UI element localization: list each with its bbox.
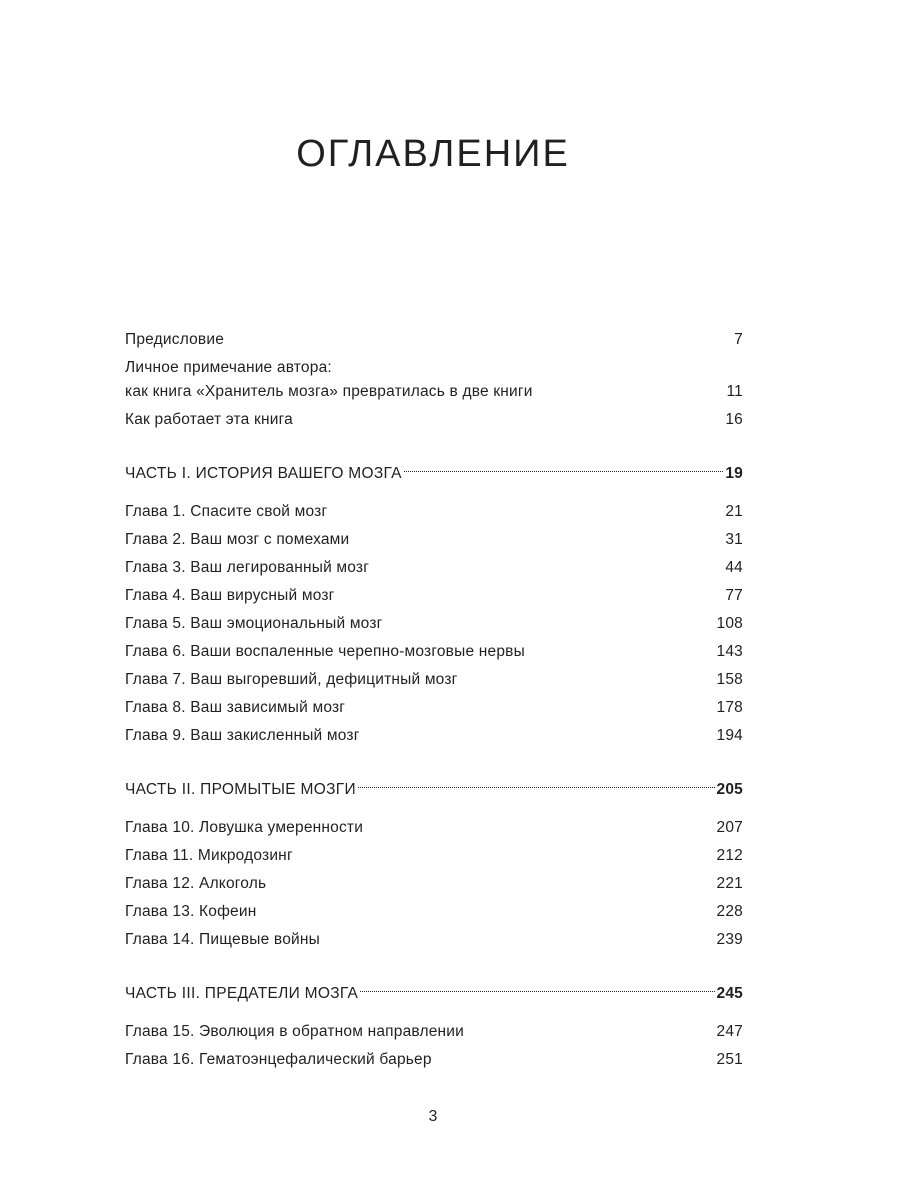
toc-chapter-10[interactable] [125,814,743,842]
toc-entry-preface[interactable] [125,326,743,354]
chapter-title: Глава 1. Спасите свой мозг [125,503,328,520]
chapter-title: Глава 14. Пищевые войны [125,931,320,948]
toc-part-title: ЧАСТЬ III. ПРЕДАТЕЛИ МОЗГА [125,985,359,1002]
chapter-page: 21 [725,503,743,520]
chapter-title: Глава 13. Кофеин [125,903,257,920]
chapter-page: 31 [725,531,743,548]
chapter-page: 108 [716,615,743,632]
toc-chapter-3[interactable] [125,554,743,582]
chapter-title: Глава 9. Ваш закисленный мозг [125,727,360,744]
toc-entry-title-line2: как книга «Хранитель мозга» превратилась в две книги [125,383,533,400]
toc-chapter-14[interactable] [125,926,743,954]
toc-chapter-7[interactable] [125,666,743,694]
chapter-page: 194 [716,727,743,744]
page-title: ОГЛАВЛЕНИЕ [296,133,570,175]
toc-chapter-1[interactable] [125,498,743,526]
toc-part-title: ЧАСТЬ I. ИСТОРИЯ ВАШЕГО МОЗГА [125,465,402,482]
toc-entry-title-line1: Личное примечание автора: [125,359,332,376]
chapter-page: 44 [725,559,743,576]
toc-chapter-4[interactable] [125,582,743,610]
chapter-page: 158 [716,671,743,688]
toc-chapter-9[interactable] [125,722,743,750]
toc-chapter-15[interactable] [125,1018,743,1046]
chapter-title: Глава 2. Ваш мозг с помехами [125,531,350,548]
chapter-page: 77 [725,587,743,604]
toc-part-title: ЧАСТЬ II. ПРОМЫТЫЕ МОЗГИ [125,781,356,798]
toc-entry-page: 7 [734,331,743,348]
chapter-title: Глава 6. Ваши воспаленные черепно-мозговые нервы [125,643,525,660]
toc-chapter-16[interactable] [125,1046,743,1074]
chapter-page: 247 [716,1023,743,1040]
page-number: 3 [428,1108,438,1125]
chapter-page: 239 [716,931,743,948]
toc-part-page: 205 [716,781,743,798]
chapter-page: 228 [716,903,743,920]
chapter-title: Глава 12. Алкоголь [125,875,267,892]
chapter-page: 207 [716,819,743,836]
toc-chapter-11[interactable] [125,842,743,870]
chapter-title: Глава 10. Ловушка умеренности [125,819,364,836]
toc-entry-page: 16 [725,411,743,428]
toc-entry-author-note[interactable] [125,356,743,404]
dot-leader [360,991,714,992]
dot-leader [404,471,724,472]
chapter-title: Глава 3. Ваш легированный мозг [125,559,370,576]
toc-part-page: 19 [725,465,743,482]
chapter-title: Глава 7. Ваш выгоревший, дефицитный мозг [125,671,458,688]
toc-chapter-5[interactable] [125,610,743,638]
chapter-title: Глава 8. Ваш зависимый мозг [125,699,346,716]
chapter-page: 143 [716,643,743,660]
toc-entry-page: 11 [726,383,743,400]
chapter-title: Глава 5. Ваш эмоциональный мозг [125,615,383,632]
toc-chapter-12[interactable] [125,870,743,898]
toc-chapter-8[interactable] [125,694,743,722]
toc-entry-title: Предисловие [125,331,225,348]
toc-entry-how-it-works[interactable] [125,406,743,434]
toc-chapter-13[interactable] [125,898,743,926]
toc-chapter-6[interactable] [125,638,743,666]
toc-part-1[interactable] [125,460,743,488]
chapter-title: Глава 15. Эволюция в обратном направлении [125,1023,465,1040]
table-of-contents [125,326,743,1074]
dot-leader [358,787,715,788]
toc-part-page: 245 [716,985,743,1002]
toc-part-2[interactable] [125,776,743,804]
chapter-page: 221 [716,875,743,892]
chapter-title: Глава 4. Ваш вирусный мозг [125,587,335,604]
toc-entry-title: Как работает эта книга [125,411,293,428]
toc-part-3[interactable] [125,980,743,1008]
toc-chapter-2[interactable] [125,526,743,554]
chapter-title: Глава 11. Микродозинг [125,847,293,864]
chapter-title: Глава 16. Гематоэнцефалический барьер [125,1051,432,1068]
chapter-page: 212 [716,847,743,864]
chapter-page: 251 [716,1051,743,1068]
chapter-page: 178 [716,699,743,716]
